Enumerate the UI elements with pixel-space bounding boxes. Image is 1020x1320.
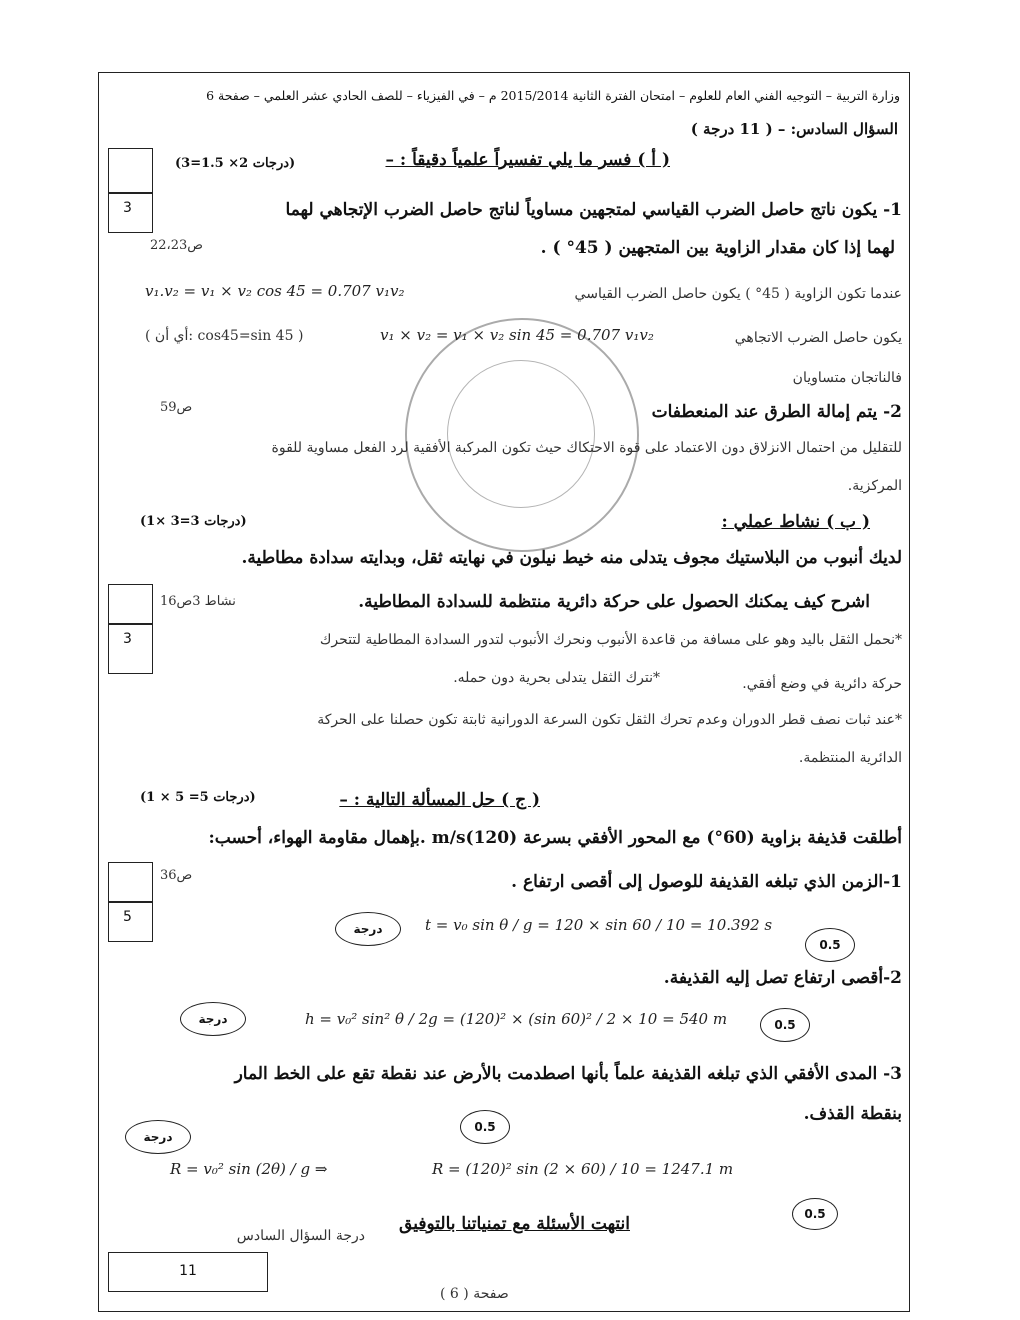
part-c-eq3a: R = v₀² sin (2θ) / g ⇒	[170, 1160, 328, 1178]
page-header: وزارة التربية – التوجيه الفني العام للعلوم – امتحان الفترة الثانية 2015/2014 م – في الفيزياء – للصف الحادي عشر العلمي – صفحة 6	[206, 88, 900, 103]
part-c-score-box	[108, 862, 153, 902]
degree-mark-1: درجة	[335, 912, 401, 946]
part-b-a1: *نحمل الثقل باليد وهو على مسافة من قاعدة الأنبوب ونحرك الأنبوب لتدور السدادة المطاطية لتتحرك	[319, 632, 902, 648]
total-label: درجة السؤال السادس	[236, 1228, 365, 1244]
closing-text: انتهت الأسئلة مع تمنياتنا بالتوفيق	[399, 1214, 630, 1234]
part-c-q3-line1: 3- المدى الأفقي الذي تبلغه القذيفة علماً بأنها اصطدمت بالأرض عند نقطة تقع على الخط المار	[234, 1064, 902, 1084]
part-b-title: ( ب ) نشاط عملي :	[721, 512, 870, 532]
degree-mark-3: درجة	[125, 1120, 191, 1154]
part-a-a2-line2: المركزية.	[847, 478, 902, 494]
part-c-title: ( ج ) حل المسألة التالية : –	[339, 790, 540, 810]
part-a-title: ( أ ) فسر ما يلي تفسيراً علمياً دقيقاً : –	[385, 150, 670, 170]
part-c-mark-box: 5	[108, 902, 153, 942]
part-c-q1: 1-الزمن الذي تبلغه القذيفة للوصول إلى أقصى ارتفاع .	[511, 872, 902, 892]
official-stamp	[405, 318, 639, 552]
half-mark-2: 0.5	[760, 1008, 810, 1042]
part-c-eq1: t = v₀ sin θ / g = 120 × sin 60 / 10 = 10.392 s	[425, 916, 773, 934]
part-b-score-box	[108, 584, 153, 624]
part-a-a1-line2: يكون حاصل الضرب الاتجاهي	[734, 330, 902, 346]
half-mark-3: 0.5	[460, 1110, 510, 1144]
part-a-q2-page: ص59	[160, 400, 193, 415]
half-mark-1: 0.5	[805, 928, 855, 962]
part-a-score-box	[108, 148, 153, 193]
part-a-mark-box: 3	[108, 193, 153, 233]
part-a-q1-page: ص22،23	[150, 238, 203, 253]
total-box: 11	[108, 1252, 268, 1292]
part-c-points: (1 × 5 =5 درجات)	[140, 790, 256, 805]
half-mark-4: 0.5	[792, 1198, 838, 1230]
part-b-points: (1× 3=3 درجات)	[140, 514, 247, 529]
part-a-q1-line2: لهما إذا كان مقدار الزاوية بين المتجهين ( 45° ) .	[540, 238, 895, 258]
part-b-mark-box: 3	[108, 624, 153, 674]
part-a-q1-line1: 1- يكون ناتج حاصل الضرب القياسي لمتجهين مساوياً لناتج حاصل الضرب الإتجاهي لهما	[285, 200, 902, 220]
part-c-page: ص36	[160, 868, 193, 883]
part-b-line1: لديك أنبوب من البلاستيك مجوف يتدلى منه خيط نيلون في نهايته ثقل، وبدايته سدادة مطاطية.	[241, 548, 902, 568]
part-b-page: نشاط 3ص16	[160, 594, 236, 609]
part-a-a1-note: ( أي أن: cos45=sin 45 )	[145, 328, 304, 344]
part-c-eq2: h = v₀² sin² θ / 2g = (120)² × (sin 60)² / 2 × 10 = 540 m	[305, 1010, 728, 1028]
part-c-eq3b: R = (120)² sin (2 × 60) / 10 = 1247.1 m	[432, 1160, 734, 1178]
part-c-q2: 2-أقصى ارتفاع تصل إليه القذيفة.	[663, 968, 902, 988]
part-a-a1-math2: v₁ × v₂ = v₁ × v₂ sin 45 = 0.707 v₁v₂	[380, 326, 654, 344]
part-a-q2: 2- يتم إمالة الطرق عند المنعطفات	[651, 402, 902, 422]
degree-mark-2: درجة	[180, 1002, 246, 1036]
part-c-q3-line2: بنقطة القذف.	[803, 1104, 902, 1124]
part-b-a4: *عند ثبات نصف قطر الدوران وعدم تحرك الثقل تكون السرعة الدورانية ثابتة تكون حصلنا على الحركة	[317, 712, 902, 728]
part-b-a3: *نترك الثقل يتدلى بحرية دون حمله.	[453, 670, 660, 686]
part-a-a1-line3: فالناتجان متساويان	[792, 370, 902, 386]
part-b-a5: الدائرية المنتظمة.	[798, 750, 902, 766]
part-a-a1-math1: v₁.v₂ = v₁ × v₂ cos 45 = 0.707 v₁v₂	[145, 282, 405, 300]
part-c-intro: أطلقت قذيفة بزاوية (60°) مع المحور الأفقي بسرعة (120)m/s .بإهمال مقاومة الهواء، أحسب:	[208, 828, 902, 848]
part-a-points: (3=1.5 ×2 درجات)	[175, 156, 296, 171]
page-number: صفحة ( 6 )	[440, 1286, 509, 1302]
part-b-line2: اشرح كيف يمكنك الحصول على حركة دائرية منتظمة للسدادة المطاطية.	[358, 592, 870, 612]
part-a-a2-line1: للتقليل من احتمال الانزلاق دون الاعتماد على قوة الاحتكاك حيث تكون المركبة الأفقية لرد الفعل مساوية للقوة	[271, 440, 902, 456]
section-title: السؤال السادس: – ( 11 درجة )	[690, 120, 898, 138]
part-a-a1-line1: عندما تكون الزاوية ( 45° ) يكون حاصل الضرب القياسي	[574, 286, 902, 302]
part-b-a2: حركة دائرية في وضع أفقي.	[742, 676, 902, 692]
